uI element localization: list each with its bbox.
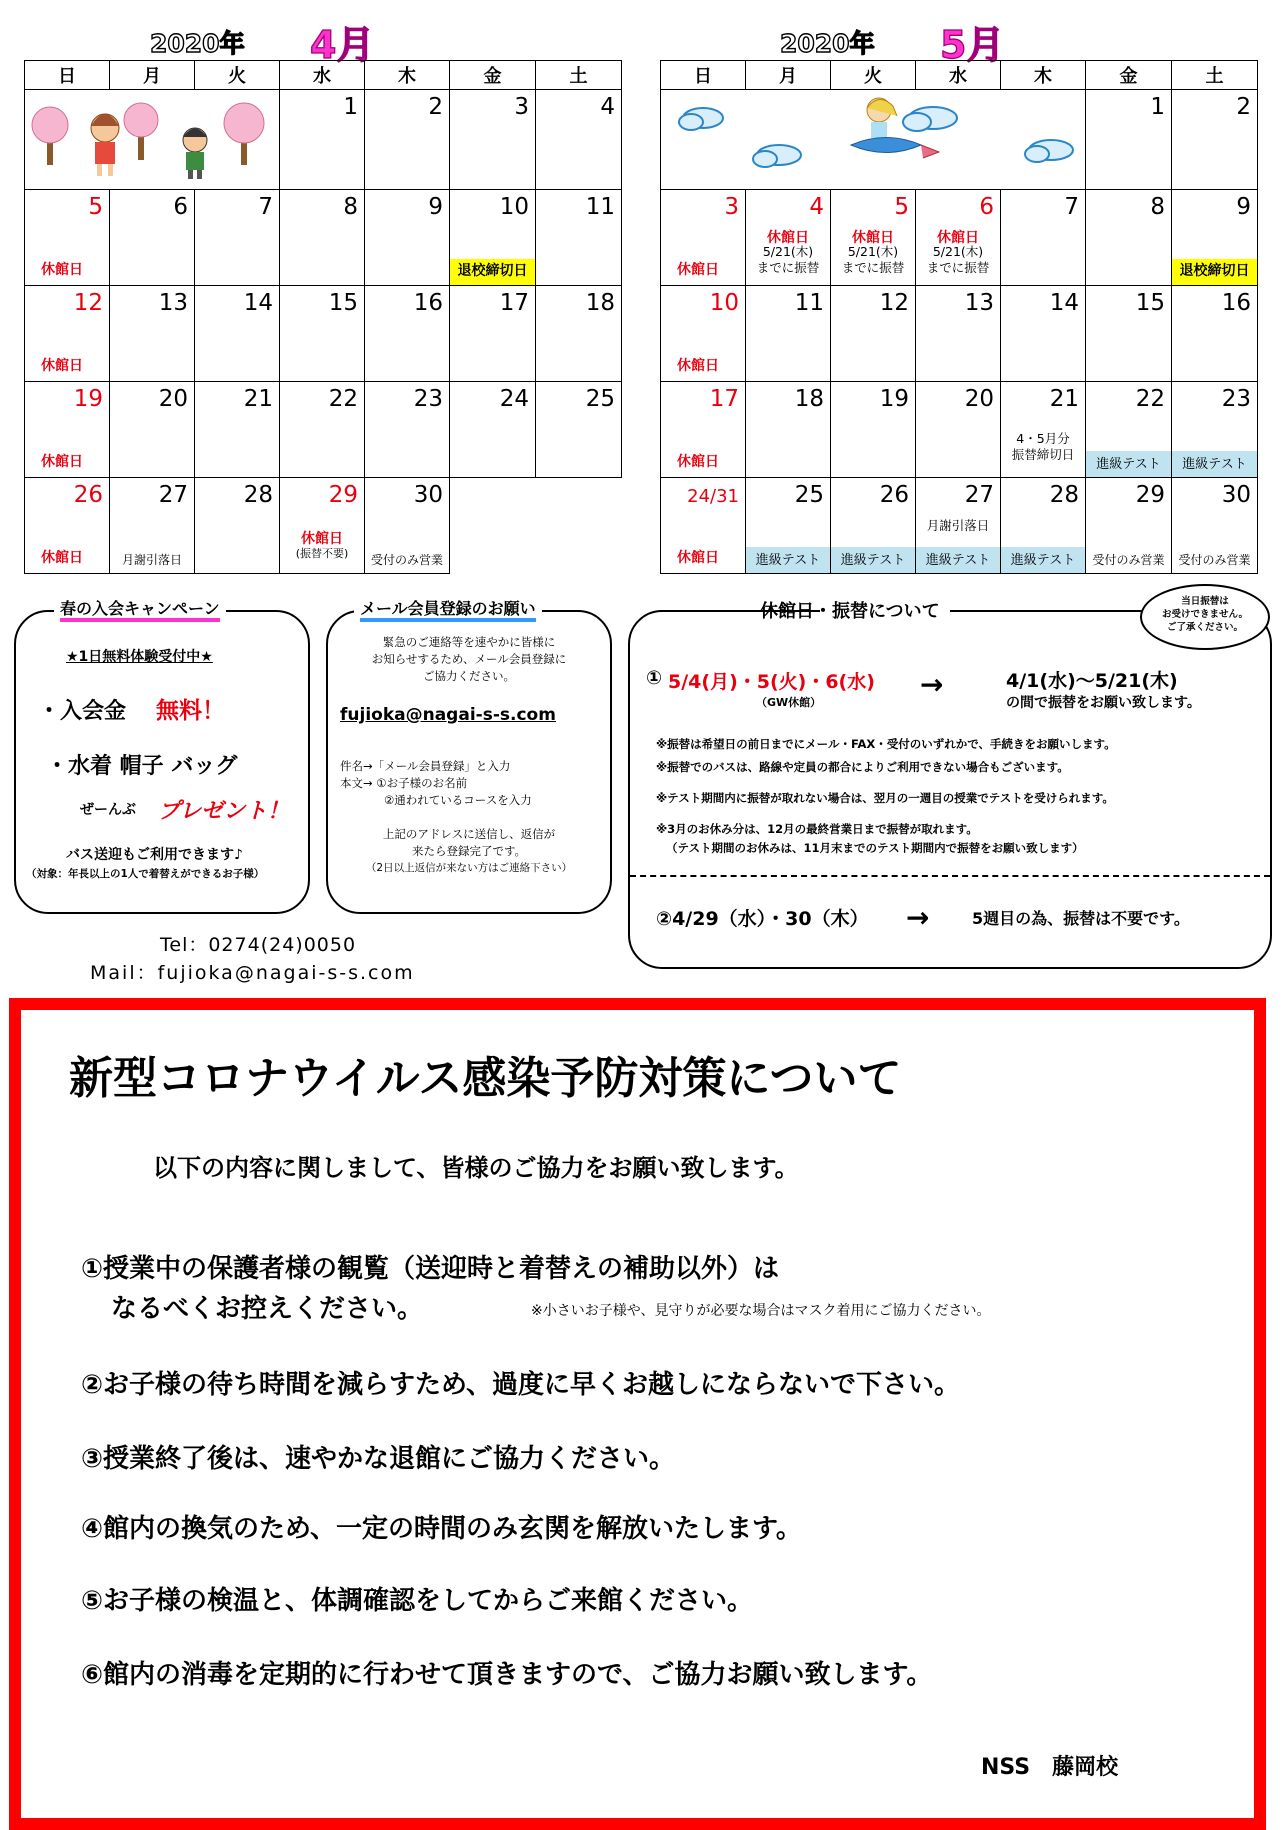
- day-number: 12: [73, 290, 103, 316]
- day-number: 22: [328, 386, 358, 412]
- mail-after-text: （2日以上返信が来ない方はご連絡下さい）: [365, 862, 573, 874]
- day-number: 20: [964, 386, 994, 412]
- no-makeup-note: (振替不要): [295, 547, 349, 560]
- weekday-header: 日: [25, 61, 110, 90]
- present-text: プレゼント！: [158, 799, 290, 824]
- day-number: 19: [73, 386, 103, 412]
- rule-1-continued: なるべくお控えください。: [111, 1294, 424, 1324]
- entry-fee-label: ・入会金: [38, 699, 127, 724]
- closed-label: 休館日: [41, 262, 83, 278]
- cherry-tree-icon: [224, 103, 264, 165]
- bus-text: バス送迎もご利用できます♪: [66, 847, 243, 863]
- corona-notice-box: [9, 998, 1266, 1830]
- rule-6: ⑥館内の消毒を定期的に行わせて頂きますので、ご協力お願い致します。: [81, 1660, 933, 1690]
- day-number: 8: [343, 194, 358, 220]
- day-number: 21: [243, 386, 273, 412]
- reception-note: 受付のみ営業: [1092, 553, 1165, 567]
- makeup-deadline-note: 4・5月分: [1016, 431, 1070, 446]
- all-text: ぜーんぶ: [80, 802, 136, 818]
- april-year: 2020年: [150, 29, 245, 58]
- day-number: 26: [73, 482, 103, 508]
- day-number: 16: [413, 290, 443, 316]
- closed-label: 休館日: [937, 230, 979, 246]
- day-number: 4: [809, 194, 824, 220]
- closed-label: 休館日: [41, 358, 83, 374]
- item1-desc: の間で振替をお願い致します。: [1006, 695, 1201, 711]
- april-title: [150, 14, 450, 67]
- rule-4: ④館内の換気のため、一定の時間のみ玄関を解放いたします。: [81, 1514, 802, 1544]
- day-number: 10: [709, 290, 739, 316]
- item1-range: 4/1(水)～5/21(木): [1006, 670, 1178, 692]
- day-number: 15: [328, 290, 358, 316]
- day-number: 11: [585, 194, 615, 220]
- april-month: 4月: [310, 23, 375, 67]
- day-number: 12: [879, 290, 909, 316]
- bus-note: （対象：年長以上の1人で着替えができるお子様）: [26, 868, 265, 880]
- day-number: 17: [499, 290, 529, 316]
- closure-info-box: [628, 596, 1272, 969]
- closure-note: ※振替は希望日の前日までにメール・FAX・受付のいずれかで、手続きをお願いします。: [656, 737, 1116, 751]
- may-month: 5月: [940, 23, 1005, 67]
- closed-label: 休館日: [41, 550, 83, 566]
- closure-note: ※3月のお休み分は、12月の最終営業日まで振替が取れます。: [656, 822, 978, 836]
- closure-note: （テスト期間のお休みは、11月末までのテスト期間内で振替をお願い致します）: [666, 841, 1084, 855]
- day-number: 8: [1150, 194, 1165, 220]
- makeup-deadline-note: 振替締切日: [1011, 447, 1075, 462]
- mail-body-instruction: ②通われているコースを入力: [384, 793, 532, 807]
- day-number: 5: [894, 194, 909, 220]
- test-badge: 進級テスト: [746, 547, 830, 573]
- item2-dates: ②4/29（水）・30（木）: [656, 908, 869, 930]
- mail-registration-box: [326, 599, 612, 914]
- mail-address-link[interactable]: fujioka@nagai-s-s.com: [340, 705, 556, 725]
- day-number: 4: [600, 94, 615, 120]
- campaign-box: [14, 599, 310, 914]
- makeup-date: 5/21(木): [932, 244, 984, 259]
- closed-label: 休館日: [852, 230, 894, 246]
- test-badge: 進級テスト: [1172, 451, 1257, 477]
- mail-after-text: 上記のアドレスに送信し、返信が: [382, 827, 556, 841]
- day-number: 24: [499, 386, 529, 412]
- contact-mail: Mail：fujioka@nagai-s-s.com: [90, 962, 415, 984]
- day-number: 14: [1049, 290, 1079, 316]
- day-number: 1: [343, 94, 358, 120]
- weekday-header: 水: [916, 61, 1001, 90]
- cloud-icon: [903, 107, 957, 131]
- closed-label: 休館日: [301, 531, 343, 547]
- day-number: 14: [243, 290, 273, 316]
- rule-1-note: ※小さいお子様や、見守りが必要な場合はマスク着用にご協力ください。: [531, 1303, 991, 1319]
- weekday-header: 木: [365, 61, 450, 90]
- makeup-note: までに振替: [926, 260, 990, 275]
- cherry-tree-icon: [124, 103, 158, 160]
- mail-intro: 緊急のご連絡等を速やかに皆様に: [382, 635, 556, 649]
- day-number: 23: [1221, 386, 1251, 412]
- weekday-header: 日: [661, 61, 746, 90]
- day-number: 30: [1221, 482, 1251, 508]
- weekday-header: 月: [110, 61, 195, 90]
- day-number: 6: [979, 194, 994, 220]
- mail-intro: お知らせするため、メール会員登録に: [371, 652, 567, 666]
- boy-icon: [183, 128, 207, 179]
- april-calendar: [24, 60, 622, 574]
- day-number: 29: [328, 482, 358, 508]
- day-number: 25: [585, 386, 615, 412]
- day-number: 18: [794, 386, 824, 412]
- same-day-bubble: 当日振替は お受けできません。 ご了承ください。: [1140, 584, 1270, 650]
- spring-illustration-cell: [25, 90, 280, 190]
- cloud-icon: [753, 145, 801, 167]
- day-number: 23: [413, 386, 443, 412]
- closed-label: 休館日: [677, 454, 719, 470]
- test-badge: 進級テスト: [916, 547, 1000, 573]
- rule-3: ③授業終了後は、速やかな退館にご協力ください。: [81, 1444, 676, 1474]
- mail-intro: ご協力ください。: [423, 669, 515, 683]
- deadline-badge: 退校締切日: [1172, 259, 1257, 285]
- item1-number: ①: [646, 667, 663, 689]
- day-number: 11: [794, 290, 824, 316]
- reception-note: 受付のみ営業: [370, 553, 443, 567]
- makeup-date: 5/21(木): [762, 244, 814, 259]
- day-number: 2: [428, 94, 443, 120]
- closed-label: 休館日: [767, 230, 809, 246]
- weekday-header: 水: [280, 61, 365, 90]
- day-number: 29: [1135, 482, 1165, 508]
- day-number: 30: [413, 482, 443, 508]
- weekday-header: 月: [746, 61, 831, 90]
- girl-icon: [91, 114, 119, 176]
- koinobori-illustration-cell: [661, 90, 1086, 190]
- title-rule-left: [730, 610, 820, 612]
- cloud-icon: [1025, 140, 1073, 162]
- payment-note: 月謝引落日: [121, 553, 182, 567]
- day-number: 9: [1236, 194, 1251, 220]
- rule-1: ①授業中の保護者様の観覧（送迎時と着替えの補助以外）は: [81, 1254, 780, 1284]
- day-number: 3: [514, 94, 529, 120]
- payment-note: 月謝引落日: [926, 518, 990, 533]
- makeup-note: までに振替: [756, 260, 820, 275]
- corona-title: 新型コロナウイルス感染予防対策について: [69, 1053, 902, 1104]
- closure-title: 休館日・振替について: [750, 597, 950, 623]
- spring-children-illustration: [25, 90, 280, 185]
- mail-title: メール会員登録のお願い: [354, 596, 542, 619]
- weekday-header: 土: [536, 61, 622, 90]
- day-number: 7: [1064, 194, 1079, 220]
- day-number: 27: [158, 482, 188, 508]
- day-number: 19: [879, 386, 909, 412]
- makeup-date: 5/21(木): [847, 244, 899, 259]
- mail-subject-instruction: 件名→「メール会員登録」と入力: [340, 759, 511, 773]
- rule-5: ⑤お子様の検温と、体調確認をしてからご来館ください。: [81, 1586, 754, 1616]
- closed-label: 休館日: [41, 454, 83, 470]
- rule-2: ②お子様の待ち時間を減らすため、過度に早くお越しにならないで下さい。: [81, 1370, 960, 1400]
- cherry-tree-icon: [32, 107, 68, 165]
- day-number: 28: [243, 482, 273, 508]
- day-number: 22: [1135, 386, 1165, 412]
- day-number: 27: [964, 482, 994, 508]
- day-number: 24/31: [687, 486, 739, 507]
- day-number: 13: [158, 290, 188, 316]
- koinobori-illustration: [661, 90, 1086, 185]
- goods-text: ・水着 帽子 バッグ: [46, 754, 238, 779]
- day-number: 7: [258, 194, 273, 220]
- item1-dates: 5/4(月)・5(火)・6(水): [668, 671, 875, 693]
- may-year: 2020年: [780, 29, 875, 58]
- closed-label: 休館日: [677, 358, 719, 374]
- day-number: 5: [88, 194, 103, 220]
- may-title: [780, 14, 1080, 67]
- weekday-header: 土: [1172, 61, 1258, 90]
- day-number: 16: [1221, 290, 1251, 316]
- may-calendar: [660, 60, 1258, 574]
- item1-sub: （GW休館）: [756, 696, 822, 709]
- day-number: 20: [158, 386, 188, 412]
- campaign-title: 春の入会キャンペーン: [54, 596, 226, 619]
- arrow-icon: →: [920, 668, 944, 701]
- arrow-icon: →: [906, 901, 930, 934]
- school-signature: NSS 藤岡校: [981, 1755, 1119, 1780]
- day-number: 26: [879, 482, 909, 508]
- day-number: 28: [1049, 482, 1079, 508]
- day-number: 25: [794, 482, 824, 508]
- test-badge: 進級テスト: [1086, 451, 1171, 477]
- weekday-header: 金: [1086, 61, 1172, 90]
- test-badge: 進級テスト: [831, 547, 915, 573]
- day-number: 13: [964, 290, 994, 316]
- mail-body-instruction: 本文→ ①お子様のお名前: [340, 776, 468, 790]
- day-number: 18: [585, 290, 615, 316]
- weekday-header: 木: [1001, 61, 1086, 90]
- closed-label: 休館日: [677, 550, 719, 566]
- free-trial-text: ★1日無料体験受付中★: [66, 649, 213, 665]
- contact-tel: Tel：0274(24)0050: [160, 934, 357, 956]
- closed-label: 休館日: [677, 262, 719, 278]
- closure-note: ※振替でのバスは、路線や定員の都合によりご利用できない場合もございます。: [656, 760, 1069, 774]
- day-number: 1: [1150, 94, 1165, 120]
- day-number: 10: [499, 194, 529, 220]
- item2-desc: 5週目の為、振替は不要です。: [972, 909, 1190, 928]
- deadline-badge: 退校締切日: [450, 259, 535, 285]
- weekday-header: 火: [195, 61, 280, 90]
- mail-after-text: 来たら登録完了です。: [411, 844, 527, 858]
- dashed-divider: [630, 875, 1270, 877]
- day-number: 6: [173, 194, 188, 220]
- day-number: 9: [428, 194, 443, 220]
- title-rule-right: [1024, 610, 1114, 612]
- day-number: 17: [709, 386, 739, 412]
- entry-fee-free: 無料！: [156, 698, 225, 724]
- makeup-note: までに振替: [841, 260, 905, 275]
- reception-note: 受付のみ営業: [1178, 553, 1251, 567]
- corona-lead: 以下の内容に関しまして、皆様のご協力をお願い致します。: [153, 1154, 799, 1182]
- day-number: 2: [1236, 94, 1251, 120]
- test-badge: 進級テスト: [1001, 547, 1085, 573]
- cloud-icon: [679, 108, 723, 130]
- day-number: 21: [1049, 386, 1079, 412]
- closure-note: ※テスト期間内に振替が取れない場合は、翌月の一週目の授業でテストを受けられます。: [656, 791, 1114, 805]
- weekday-header: 火: [831, 61, 916, 90]
- weekday-header: 金: [450, 61, 536, 90]
- day-number: 3: [724, 194, 739, 220]
- day-number: 15: [1135, 290, 1165, 316]
